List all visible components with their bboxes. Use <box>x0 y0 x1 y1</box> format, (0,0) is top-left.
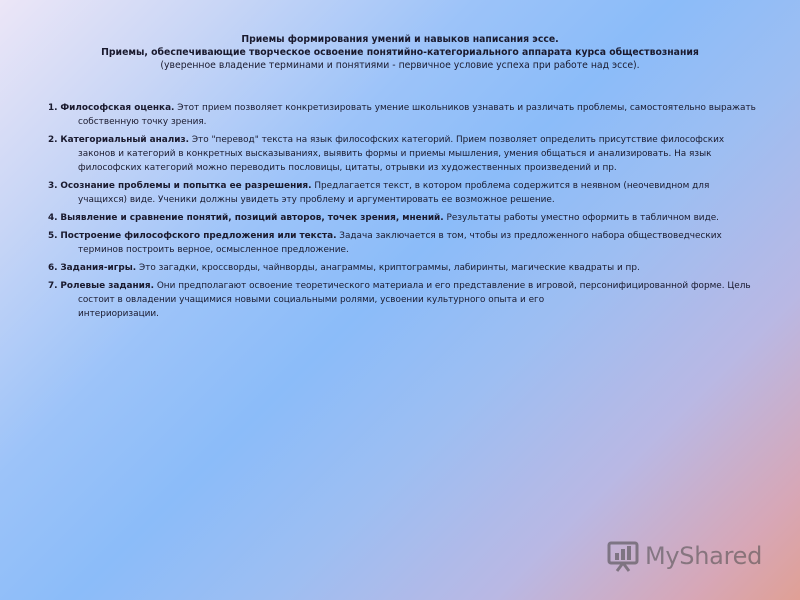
item-text: Они предполагают освоение теоретического материала и его представление в игровой, персонифицированной форме. Цель состоит в овладении учащимися новыми социальными ролями, усвоении культурного опыта и его <box>78 281 751 305</box>
list-item <box>48 261 760 275</box>
list-item <box>48 179 760 207</box>
item-heading: Задания-игры. <box>60 263 137 273</box>
item-number: 1. <box>48 103 58 113</box>
list-item <box>48 133 760 175</box>
presentation-board-icon <box>606 539 640 573</box>
item-text-continuation: интериоризации. <box>78 309 159 319</box>
item-heading: Осознание проблемы и попытка ее разрешения. <box>60 181 312 191</box>
item-number: 3. <box>48 181 58 191</box>
myshared-watermark-logo <box>606 536 766 576</box>
logo-wordmark: MyShared <box>645 542 763 570</box>
list-item <box>48 229 760 257</box>
slide-note: (уверенное владение терминами и понятиями - первичное условие успеха при работе над эссе). <box>160 60 640 71</box>
slide-header <box>40 33 760 72</box>
item-text: Результаты работы уместно оформить в табличном виде. <box>446 213 719 223</box>
item-heading: Ролевые задания. <box>60 281 154 291</box>
item-text: Задача заключается в том, чтобы из предложенного набора обществоведческих терминов построить верное, осмысленное предложение. <box>78 231 722 255</box>
item-number: 5. <box>48 231 58 241</box>
item-number: 2. <box>48 135 58 145</box>
slide-subtitle: Приемы, обеспечивающие творческое освоение понятийно-категориального аппарата курса обществознания <box>101 47 699 58</box>
slide-title: Приемы формирования умений и навыков написания эссе. <box>241 34 559 45</box>
item-text: Это "перевод" текста на язык философских категорий. Прием позволяет определить присутствие философских законов и категорий в конкретных высказываниях, выявить формы и приемы мышления, умения общаться и анализировать. На язык философских категорий можно переводить пословицы, цитаты, отрывки из художественных произведений и пр. <box>78 135 725 173</box>
item-text: Предлагается текст, в котором проблема содержится в неявном (неочевидном для учащихся) виде. Ученики должны увидеть эту проблему и аргументировать ее возможное решение. <box>78 181 710 205</box>
techniques-list <box>48 101 760 325</box>
item-heading: Философская оценка. <box>60 103 175 113</box>
list-item <box>48 279 760 321</box>
item-heading: Построение философского предложения или текста. <box>60 231 337 241</box>
item-number: 7. <box>48 281 58 291</box>
item-heading: Выявление и сравнение понятий, позиций авторов, точек зрения, мнений. <box>60 213 444 223</box>
item-number: 6. <box>48 263 58 273</box>
item-heading: Категориальный анализ. <box>60 135 190 145</box>
item-text: Это загадки, кроссворды, чайнворды, анаграммы, криптограммы, лабиринты, магические квадраты и пр. <box>139 263 640 273</box>
list-item <box>48 211 760 225</box>
item-text: Этот прием позволяет конкретизировать умение школьников узнавать и различать проблемы, самостоятельно выражать собственную точку зрения. <box>78 103 756 127</box>
item-number: 4. <box>48 213 58 223</box>
list-item <box>48 101 760 129</box>
